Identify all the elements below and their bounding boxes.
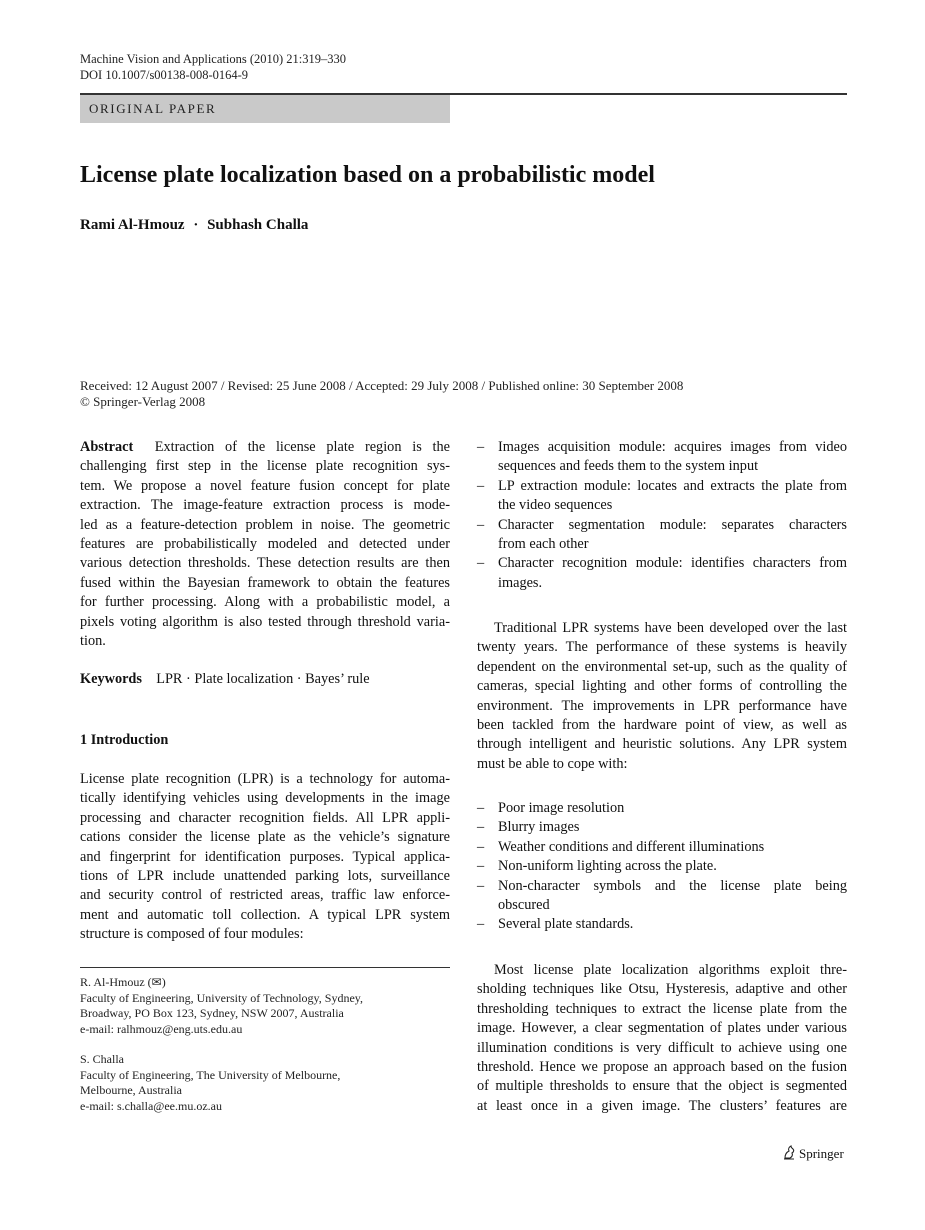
list-item: – Non-uniform lighting across the plate.	[477, 857, 847, 876]
springer-horse-icon	[782, 1145, 796, 1160]
dash-bullet: –	[477, 838, 485, 855]
doi: DOI 10.1007/s00138-008-0164-9	[80, 68, 249, 82]
intro-line: and security control of restricted areas, traffic law enforce-	[80, 887, 450, 904]
dash-bullet: –	[477, 916, 485, 933]
intro-line: structure is composed of four modules:	[80, 926, 304, 943]
modules-list	[477, 438, 847, 593]
intro-line: tions of LPR include unattended parking lots, surveillance	[80, 867, 450, 884]
paragraph-line: through intelligent and heuristic solutions. Any LPR system	[477, 736, 847, 753]
paragraph-line: Most license plate localization algorithms exploit thre-	[494, 962, 847, 978]
paragraph-line: sholding techniques like Otsu, Hysteresis, adaptive and other	[477, 981, 847, 998]
dash-bullet: –	[477, 516, 485, 533]
email-link[interactable]: e-mail: s.challa@ee.mu.oz.au	[80, 1098, 222, 1113]
list-item: – LP extraction module: locates and extracts the plate from the video sequences	[477, 477, 847, 514]
introduction-paragraph	[80, 770, 450, 945]
paragraph-line: been tackled from the hardware point of view, as well as	[477, 716, 847, 733]
author-name[interactable]: Subhash Challa	[207, 217, 309, 233]
author-list	[80, 217, 308, 234]
abstract	[80, 438, 450, 651]
paragraph-line: of multiple thresholds to ensure that the object is segmented	[477, 1078, 847, 1095]
intro-line: ment and automatic toll collection. A typical LPR system	[80, 906, 450, 923]
intro-line: License plate recognition (LPR) is a technology for automa-	[80, 771, 450, 787]
affiliation-line: Faculty of Engineering, The University of Melbourne,	[80, 1067, 341, 1082]
paragraph-line: thresholding techniques to extract the license plate from the	[477, 1000, 847, 1017]
abstract-line: for further processing. Along with a probabilistic model, a	[80, 594, 450, 611]
paper-title: License plate localization based on a probabilistic model	[80, 162, 655, 188]
list-item: – Blurry images	[477, 818, 847, 837]
paragraph-line: environment. The improvements in LPR performance have	[477, 697, 847, 714]
dash-bullet: –	[477, 800, 485, 816]
list-item: – Several plate standards.	[477, 915, 847, 934]
abstract-line: tem. We propose a novel feature fusion concept for plate	[80, 477, 450, 494]
journal-citation: Machine Vision and Applications (2010) 21:319–330	[80, 52, 347, 66]
affiliation-line: Broadway, PO Box 123, Sydney, NSW 2007, Australia	[80, 1006, 344, 1020]
paragraph-line: threshold. Hence we propose an approach based on the fusion	[477, 1058, 847, 1075]
intro-line: tically identifying vehicles using developments in the image	[80, 790, 450, 807]
intro-line: cations consider the license plate as the vehicle’s signature	[80, 829, 450, 846]
article-category: ORIGINAL PAPER	[89, 101, 217, 116]
history-dates: Received: 12 August 2007 / Revised: 25 June 2008 / Accepted: 29 July 2008 / Published online: 30 September 2008	[80, 378, 684, 393]
section-heading: 1 Introduction	[80, 732, 169, 748]
author2-affiliation	[80, 1052, 450, 1114]
abstract-line: Abstract Extraction of the license plate region is the	[80, 439, 450, 455]
list-item: – Non-character symbols and the license plate being obscured	[477, 877, 847, 913]
abstract-line: tion.	[80, 632, 106, 649]
author1-name: R. Al-Hmouz (✉)	[80, 975, 166, 989]
affiliation-line: Faculty of Engineering, University of Technology, Sydney,	[80, 990, 363, 1005]
dash-bullet: –	[477, 555, 485, 572]
journal-header	[80, 51, 346, 83]
footnote-rule	[80, 967, 450, 968]
paragraph-line: must be able to cope with:	[477, 755, 628, 772]
paragraph-line: dependent on the environmental set-up, such as the quality of	[477, 658, 847, 675]
author-separator: ·	[193, 217, 199, 233]
paragraph-line: at least once in a given image. The clusters’ features are	[477, 1097, 847, 1114]
abstract-line: pixels voting algorithm is also tested through threshold varia-	[80, 613, 450, 630]
intro-line: processing and character recognition fields. All LPR appli-	[80, 809, 450, 826]
article-category-bar	[80, 95, 450, 123]
paragraph-line: illumination conditions is very difficult to achieve using one	[477, 1039, 847, 1056]
keywords	[80, 670, 450, 689]
abstract-line: features are probabilistically modeled and detected under	[80, 535, 450, 552]
keywords-label: Keywords	[80, 671, 142, 687]
dash-bullet: –	[477, 877, 485, 894]
list-item: – Weather conditions and different illuminations	[477, 838, 847, 857]
author-name[interactable]: Rami Al-Hmouz	[80, 217, 185, 233]
paragraph-line: Traditional LPR systems have been developed over the last	[494, 620, 847, 636]
affiliation-line: Melbourne, Australia	[80, 1083, 182, 1097]
challenges-list	[477, 799, 847, 935]
author1-affiliation	[80, 975, 450, 1037]
list-item: – Character segmentation module: separates characters from each other	[477, 516, 847, 552]
abstract-label: Abstract	[80, 439, 134, 455]
list-item: – Character recognition module: identifies characters from images.	[477, 555, 847, 591]
author2-name: S. Challa	[80, 1052, 124, 1066]
copyright: © Springer-Verlag 2008	[80, 394, 206, 409]
dash-bullet: –	[477, 819, 485, 836]
localization-paragraph	[477, 961, 847, 1116]
dash-bullet: –	[477, 439, 485, 455]
abstract-line: fused within the Bayesian framework to obtain the features	[80, 574, 450, 591]
abstract-line: extraction. The image-feature extraction process is mode-	[80, 497, 450, 514]
abstract-line: various detection thresholds. These detection results are then	[80, 555, 450, 572]
abstract-line: led as a feature-detection problem in noise. The geometric	[80, 516, 450, 533]
dash-bullet: –	[477, 858, 485, 875]
dash-bullet: –	[477, 477, 485, 494]
paragraph-line: image. However, a clear segmentation of plates under various	[477, 1020, 847, 1037]
abstract-line: challenging first step in the license plate recognition sys-	[80, 458, 450, 475]
email-link[interactable]: e-mail: ralhmouz@eng.uts.edu.au	[80, 1021, 243, 1036]
intro-line: and fingerprint for identification purposes. Typical applica-	[80, 848, 450, 865]
publication-history	[80, 378, 683, 410]
publisher-name: Springer	[799, 1146, 844, 1161]
list-item: – Poor image resolution	[477, 799, 847, 818]
paragraph-line: twenty years. The performance of these systems is heavily	[477, 639, 847, 656]
traditional-lpr-paragraph	[477, 619, 847, 774]
list-item: – Images acquisition module: acquires images from video sequences and feeds them to the system input	[477, 439, 847, 475]
publisher-logo	[782, 1145, 844, 1162]
paragraph-line: cameras, special lighting and other forms of controlling the	[477, 678, 847, 695]
keywords-text: LPR · Plate localization · Bayes’ rule	[156, 671, 370, 687]
